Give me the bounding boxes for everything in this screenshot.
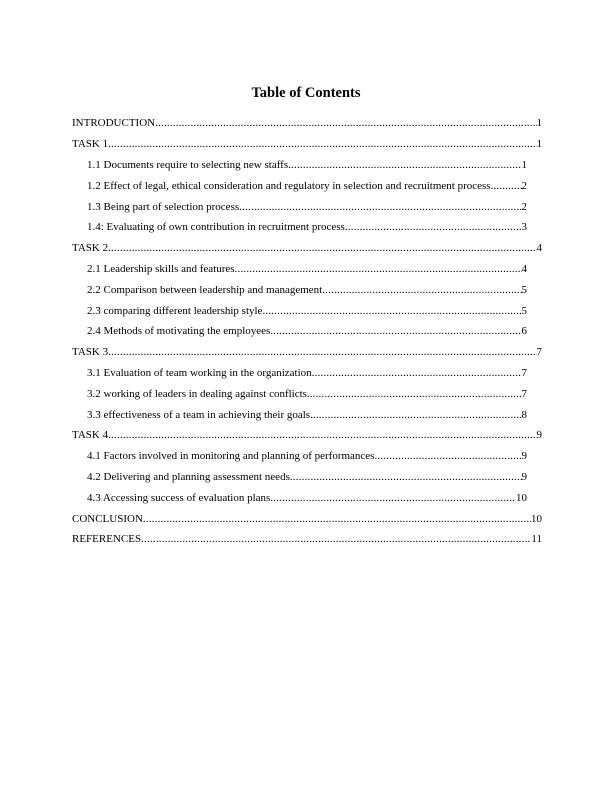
- toc-entry-introduction[interactable]: [72, 113, 542, 134]
- toc-leader-dots: [290, 471, 522, 483]
- toc-page-number: 8: [521, 408, 527, 421]
- toc-leader-dots: [239, 201, 521, 213]
- toc-entry-label: 1.3 Being part of selection process: [87, 200, 240, 213]
- toc-page-number: 9: [521, 470, 527, 483]
- toc-entry-3-3[interactable]: [72, 404, 542, 425]
- toc-leader-dots: [235, 263, 522, 275]
- toc-leader-dots: [345, 221, 522, 233]
- toc-entry-label: 2.3 comparing different leadership style: [87, 304, 263, 317]
- toc-leader-dots: [288, 159, 521, 171]
- toc-page-number: 4: [536, 242, 542, 255]
- toc-page-number: 6: [521, 325, 527, 338]
- toc-entry-label: CONCLUSION: [72, 512, 143, 525]
- toc-entry-1-2[interactable]: [72, 175, 542, 196]
- toc-entry-label: 4.2 Delivering and planning assessment needs: [87, 470, 290, 483]
- toc-leader-dots: [322, 284, 521, 296]
- toc-leader-dots: [108, 429, 536, 441]
- toc-entry-4-2[interactable]: [72, 467, 542, 488]
- toc-leader-dots: [493, 180, 521, 192]
- toc-page-number: 7: [521, 387, 527, 400]
- toc-entry-label: 3.3 effectiveness of a team in achieving their goals.: [87, 408, 313, 421]
- toc-page-number: 10: [516, 491, 527, 504]
- toc-entry-label: TASK 4: [72, 429, 109, 442]
- toc-page-number: 7: [521, 366, 527, 379]
- toc-page-number: 1: [536, 117, 542, 130]
- toc-leader-dots: [143, 513, 531, 525]
- toc-leader-dots: [374, 450, 521, 462]
- toc-page-number: 11: [531, 533, 542, 546]
- toc-entry-label: 2.4 Methods of motivating the employees: [87, 325, 271, 338]
- toc-leader-dots: [270, 492, 516, 504]
- toc-leader-dots: [313, 409, 522, 421]
- toc-page-number: 2: [521, 200, 527, 213]
- toc-leader-dots: [108, 138, 536, 150]
- toc-entry-label: 3.1 Evaluation of team working in the organization: [87, 366, 312, 379]
- toc-page-number: 9: [536, 429, 542, 442]
- toc-entry-2-2[interactable]: [72, 279, 542, 300]
- table-of-contents: [72, 113, 542, 550]
- toc-page-number: 2: [521, 179, 527, 192]
- toc-leader-dots: [141, 533, 531, 545]
- toc-entry-3-1[interactable]: [72, 363, 542, 384]
- toc-entry-label: INTRODUCTION: [72, 117, 156, 130]
- toc-page-number: 9: [521, 450, 527, 463]
- toc-entry-label: 1.2 Effect of legal, ethical consideration and regulatory in selection and recruitment process.: [87, 179, 494, 192]
- toc-entry-label: TASK 3: [72, 346, 109, 359]
- toc-entry-label: 4.1 Factors involved in monitoring and planning of performances: [87, 450, 375, 463]
- toc-page-number: 7: [536, 346, 542, 359]
- toc-entry-label: 1.4: Evaluating of own contribution in recruitment process: [87, 221, 345, 234]
- toc-page-number: 3: [521, 221, 527, 234]
- toc-leader-dots: [108, 346, 536, 358]
- toc-entry-label: TASK 1: [72, 138, 109, 151]
- toc-entry-1-1[interactable]: [72, 155, 542, 176]
- toc-page-number: 5: [521, 283, 527, 296]
- toc-entry-2-4[interactable]: [72, 321, 542, 342]
- toc-leader-dots: [310, 388, 522, 400]
- toc-entry-task-2[interactable]: [72, 238, 542, 259]
- toc-entry-label: 4.3 Accessing success of evaluation plans: [87, 491, 271, 504]
- toc-entry-label: 1.1 Documents require to selecting new staffs: [87, 158, 289, 171]
- toc-entry-1-3[interactable]: [72, 196, 542, 217]
- toc-page-number: 4: [521, 262, 527, 275]
- toc-entry-label: TASK 2: [72, 242, 109, 255]
- toc-page-number: 1: [536, 138, 542, 151]
- toc-entry-task-3[interactable]: [72, 342, 542, 363]
- toc-leader-dots: [270, 325, 521, 337]
- toc-leader-dots: [312, 367, 522, 379]
- toc-entry-3-2[interactable]: [72, 383, 542, 404]
- toc-leader-dots: [155, 117, 536, 129]
- toc-page-number: 10: [531, 512, 542, 525]
- toc-entry-label: 2.2 Comparison between leadership and management: [87, 283, 323, 296]
- toc-page-number: 1: [521, 158, 527, 171]
- toc-leader-dots: [262, 305, 521, 317]
- toc-entry-task-1[interactable]: [72, 134, 542, 155]
- toc-entry-label: 2.1 Leadership skills and features: [87, 262, 235, 275]
- toc-entry-label: 3.2 working of leaders in dealing against conflicts.: [87, 387, 310, 400]
- toc-leader-dots: [108, 242, 536, 254]
- toc-entry-2-1[interactable]: [72, 259, 542, 280]
- toc-entry-label: REFERENCES: [72, 533, 142, 546]
- toc-page-number: 5: [521, 304, 527, 317]
- toc-entry-task-4[interactable]: [72, 425, 542, 446]
- toc-entry-2-3[interactable]: [72, 300, 542, 321]
- page-title: Table of Contents: [251, 85, 361, 101]
- toc-entry-4-1[interactable]: [72, 446, 542, 467]
- toc-entry-1-4[interactable]: [72, 217, 542, 238]
- toc-entry-references[interactable]: [72, 529, 542, 550]
- toc-entry-conclusion[interactable]: [72, 508, 542, 529]
- toc-entry-4-3[interactable]: [72, 487, 542, 508]
